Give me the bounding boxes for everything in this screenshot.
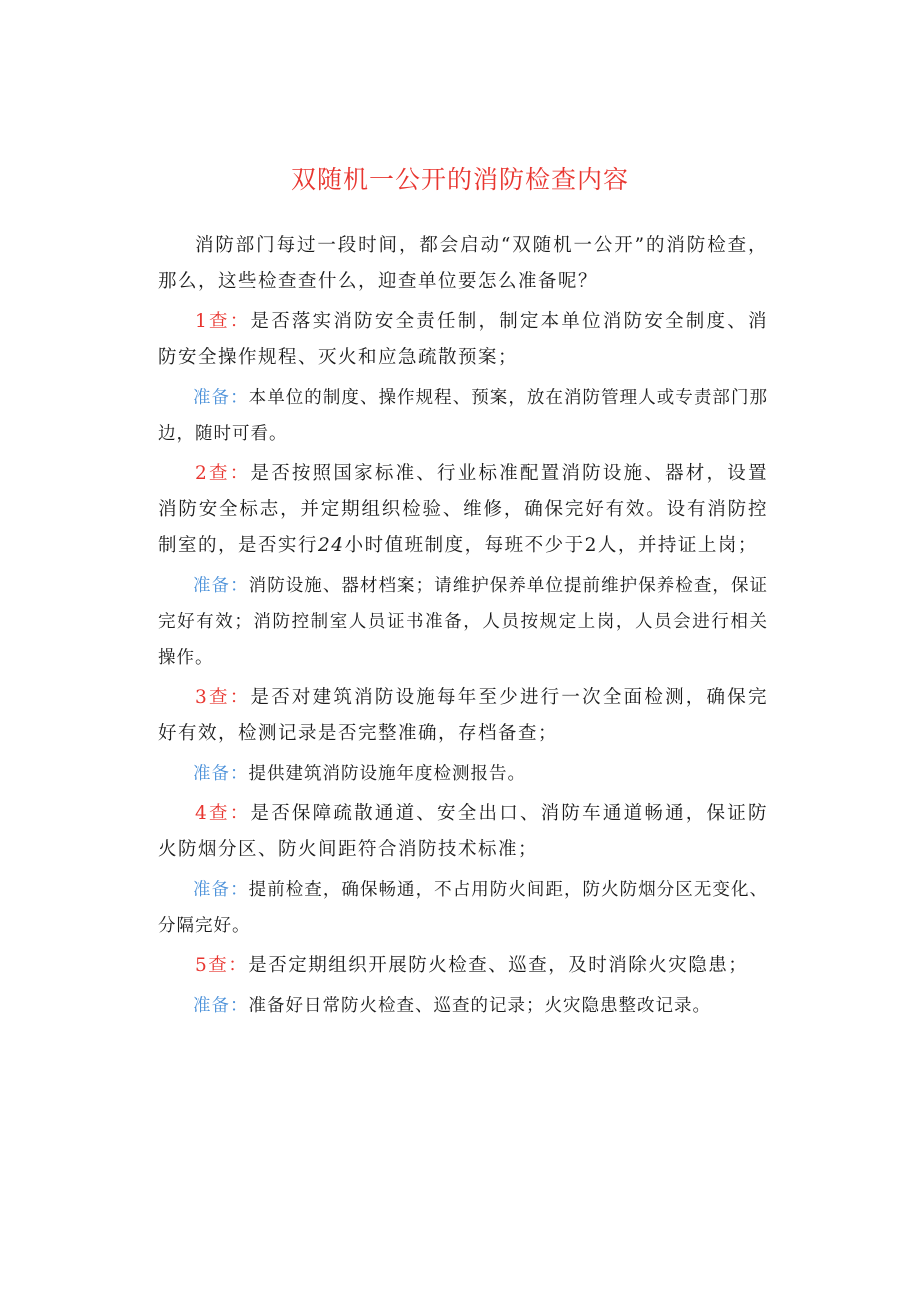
check-label-3: 3查：: [195, 687, 251, 708]
document-title: 双随机一公开的消防检查内容: [290, 165, 629, 194]
check-item-5: [158, 948, 768, 984]
prep-text-1: 本单位的制度、操作规程、预案，放在消防管理人或专责部门那边，随时可看。: [158, 388, 769, 444]
prep-text-5: 准备好日常防火检查、巡查的记录；火灾隐患整改记录。: [248, 996, 711, 1016]
prep-label-3: 准备：: [193, 764, 249, 784]
prep-label-5: 准备：: [193, 996, 249, 1016]
intro-paragraph: [158, 228, 768, 300]
prep-item-5: [158, 988, 768, 1024]
check-text-4: 是否保障疏散通道、安全出口、消防车通道畅通，保证防火防烟分区、防火间距符合消防技术标准；: [158, 803, 768, 860]
prep-item-4: [158, 872, 768, 944]
check-text-3: 是否对建筑消防设施每年至少进行一次全面检测，确保完好有效，检测记录是否完整准确，存档备查；: [158, 687, 768, 744]
check-item-1: [158, 304, 768, 376]
check-label-2: 2查：: [195, 463, 251, 484]
prep-label-1: 准备：: [193, 388, 249, 408]
check-item-4: [158, 796, 768, 868]
check-label-1: 1查：: [195, 311, 251, 332]
prep-item-3: [158, 756, 768, 792]
check-text-2a: 是否按照国家标准、行业标准配置消防设施、器材，设置消防安全标志，并定期组织检验、维修，确保完好有效。设有消防控制室的，是否实行: [158, 463, 768, 556]
prep-text-3: 提供建筑消防设施年度检测报告。: [248, 764, 526, 784]
check-text-1: 是否落实消防安全责任制，制定本单位消防安全制度、消防安全操作规程、灭火和应急疏散预案；: [158, 311, 768, 368]
check-item-3: [158, 680, 768, 752]
check-number-24: 24: [318, 535, 345, 556]
prep-text-2: 消防设施、器材档案；请维护保养单位提前维护保养检查，保证完好有效；消防控制室人员证书准备，人员按规定上岗，人员会进行相关操作。: [158, 576, 769, 668]
prep-text-4: 提前检查，确保畅通，不占用防火间距，防火防烟分区无变化、分隔完好。: [158, 880, 769, 936]
check-text-2b: 小时值班制度，每班不少于2人，并持证上岗；: [344, 535, 758, 556]
check-label-5: 5查：: [195, 955, 249, 976]
prep-label-4: 准备：: [193, 880, 249, 900]
prep-item-1: [158, 380, 768, 452]
prep-label-2: 准备：: [193, 576, 249, 596]
prep-item-2: [158, 568, 768, 676]
intro-text: 消防部门每过一段时间，都会启动“双随机一公开”的消防检查，那么，这些检查查什么，迎查单位要怎么准备呢？: [158, 235, 768, 292]
check-item-2: [158, 456, 768, 564]
document-body: [158, 228, 768, 1028]
check-text-5: 是否定期组织开展防火检查、巡查，及时消除火灾隐患；: [248, 955, 749, 976]
check-label-4: 4查：: [195, 803, 251, 824]
